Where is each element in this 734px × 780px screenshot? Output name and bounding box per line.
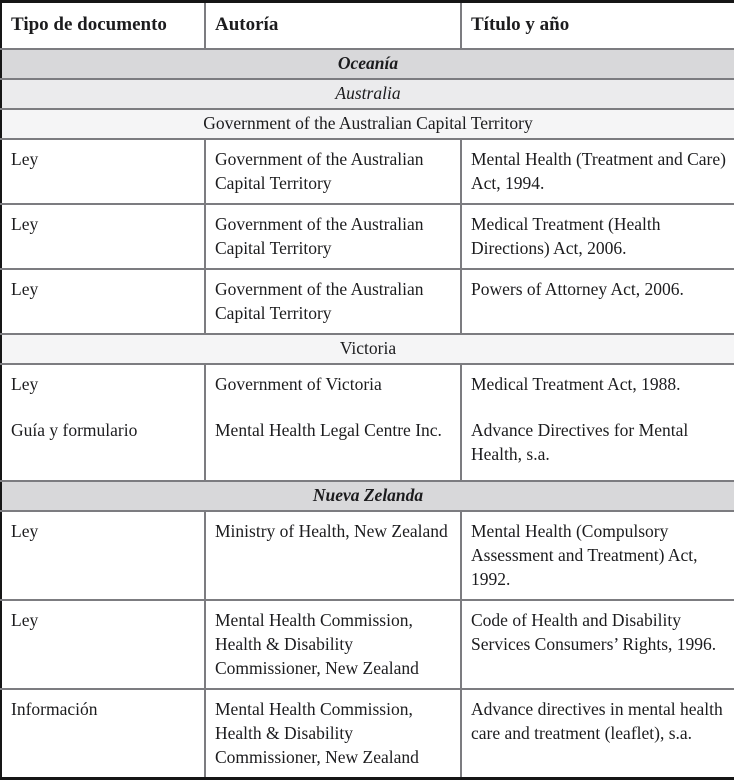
cell-text: Powers of Attorney Act, 2006. <box>471 279 684 299</box>
cell-titulo-y-ano <box>461 364 734 481</box>
cell-text: Government of the Australian Capital Territory <box>215 149 424 193</box>
cell-titulo-y-ano <box>461 511 734 600</box>
cell-text: Mental Health (Treatment and Care) Act, 1994. <box>471 149 726 193</box>
section-row <box>1 334 734 364</box>
cell-tipo-de-documento <box>1 139 205 204</box>
cell-titulo-y-ano <box>461 204 734 269</box>
cell-text: Ley <box>11 149 39 169</box>
column-header-autoria: Autoría <box>205 2 461 50</box>
cell-autoria <box>205 364 461 481</box>
table-row <box>1 689 734 779</box>
cell-titulo-y-ano <box>461 139 734 204</box>
cell-text: Advance directives in mental health care and treatment (leaflet), s.a. <box>471 699 723 743</box>
section-label: Oceanía <box>1 49 734 79</box>
cell-text: Ley <box>11 214 39 234</box>
cell-titulo-y-ano <box>461 269 734 334</box>
cell-text: Medical Treatment Act, 1988. <box>471 374 681 394</box>
table-row <box>1 364 734 481</box>
section-row <box>1 109 734 139</box>
cell-tipo-de-documento <box>1 600 205 689</box>
cell-titulo-y-ano <box>461 600 734 689</box>
cell-autoria <box>205 689 461 779</box>
cell-autoria <box>205 204 461 269</box>
cell-text: Advance Directives for Mental Health, s.a. <box>471 420 689 464</box>
section-label: Victoria <box>1 334 734 364</box>
cell-text: Ley <box>11 374 39 394</box>
section-label: Australia <box>1 79 734 109</box>
cell-tipo-de-documento <box>1 511 205 600</box>
table-body <box>1 49 734 779</box>
table-row <box>1 139 734 204</box>
section-row <box>1 481 734 511</box>
cell-text: Code of Health and Disability Services Consumers’ Rights, 1996. <box>471 610 717 654</box>
section-row <box>1 49 734 79</box>
table-row <box>1 204 734 269</box>
column-header-tipo-de-documento: Tipo de documento <box>1 2 205 50</box>
cell-text: Ley <box>11 279 39 299</box>
cell-text: Ley <box>11 610 39 630</box>
cell-text: Ministry of Health, New Zealand <box>215 521 448 541</box>
cell-text: Government of Victoria <box>215 374 382 394</box>
cell-autoria <box>205 139 461 204</box>
table-row <box>1 600 734 689</box>
cell-tipo-de-documento <box>1 364 205 481</box>
cell-text: Guía y formulario <box>11 420 138 440</box>
cell-text: Medical Treatment (Health Directions) Act, 2006. <box>471 214 661 258</box>
cell-text: Mental Health Commission, Health & Disability Commissioner, New Zealand <box>215 610 419 678</box>
table-header-row <box>1 2 734 50</box>
cell-tipo-de-documento <box>1 204 205 269</box>
cell-text: Información <box>11 699 98 719</box>
cell-text: Ley <box>11 521 39 541</box>
cell-text: Mental Health (Compulsory Assessment and Treatment) Act, 1992. <box>471 521 698 589</box>
cell-tipo-de-documento <box>1 689 205 779</box>
cell-autoria <box>205 600 461 689</box>
cell-text: Government of the Australian Capital Territory <box>215 279 424 323</box>
cell-text: Government of the Australian Capital Territory <box>215 214 424 258</box>
cell-autoria <box>205 269 461 334</box>
section-row <box>1 79 734 109</box>
cell-tipo-de-documento <box>1 269 205 334</box>
section-label: Nueva Zelanda <box>1 481 734 511</box>
cell-titulo-y-ano <box>461 689 734 779</box>
section-label: Government of the Australian Capital Territory <box>1 109 734 139</box>
table-row <box>1 269 734 334</box>
table-row <box>1 511 734 600</box>
cell-text: Mental Health Commission, Health & Disability Commissioner, New Zealand <box>215 699 419 767</box>
cell-text: Mental Health Legal Centre Inc. <box>215 420 442 440</box>
cell-autoria <box>205 511 461 600</box>
column-header-titulo-y-ano: Título y año <box>461 2 734 50</box>
